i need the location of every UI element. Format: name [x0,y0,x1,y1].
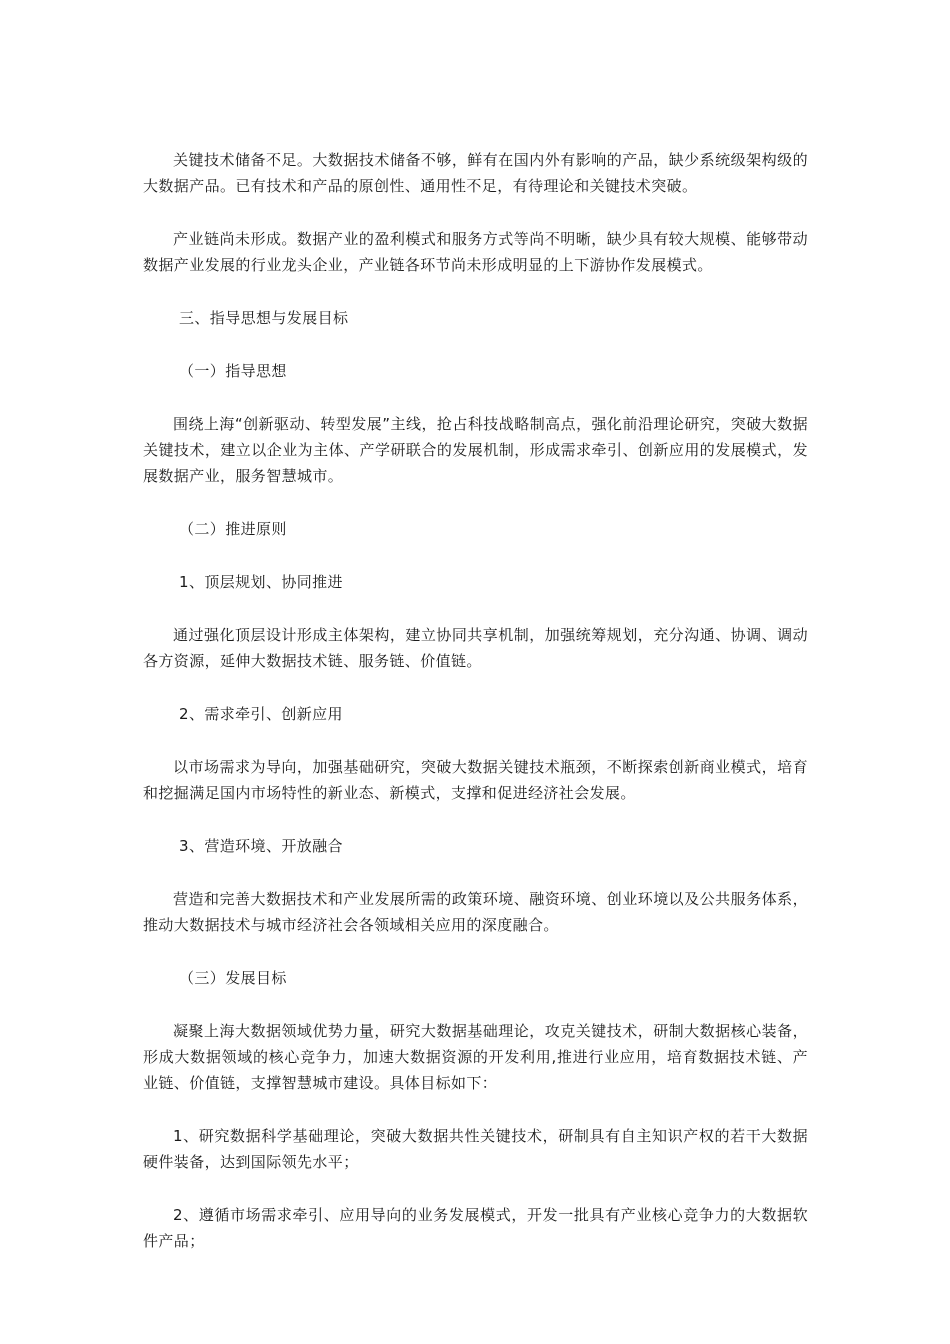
document-body [143,147,808,1281]
heading-goals: （三）发展目标 [179,969,287,987]
paragraph-guiding-thought: 围绕上海“创新驱动、转型发展”主线，抢占科技战略制高点，强化前沿理论研究，突破大数据关键技术，建立以企业为主体、产学研联合的发展机制，形成需求牵引、创新应用的发展模式，发展数据产业，服务智慧城市。 [143,415,808,485]
heading-principles: （二）推进原则 [179,520,287,538]
heading-section-3: 三、指导思想与发展目标 [179,309,349,327]
paragraph-goal-2: 2、遵循市场需求牵引、应用导向的业务发展模式，开发一批具有产业核心竞争力的大数据软件产品； [143,1206,808,1250]
paragraph-principle-2: 以市场需求为导向，加强基础研究，突破大数据关键技术瓶颈，不断探索创新商业模式，培育和挖掘满足国内市场特性的新业态、新模式，支撑和促进经济社会发展。 [143,758,808,802]
paragraph-key-tech-reserve: 关键技术储备不足。大数据技术储备不够，鲜有在国内外有影响的产品，缺少系统级架构级的大数据产品。已有技术和产品的原创性、通用性不足，有待理论和关键技术突破。 [143,151,808,195]
heading-principle-2: 2、需求牵引、创新应用 [179,705,343,723]
paragraph-principle-3: 营造和完善大数据技术和产业发展所需的政策环境、融资环境、创业环境以及公共服务体系，推动大数据技术与城市经济社会各领域相关应用的深度融合。 [143,890,808,934]
heading-principle-1: 1、顶层规划、协同推进 [179,573,343,591]
paragraph-goals: 凝聚上海大数据领域优势力量，研究大数据基础理论，攻克关键技术，研制大数据核心装备，形成大数据领域的核心竞争力，加速大数据资源的开发利用,推进行业应用，培育数据技术链、产业链、价值链，支撑智慧城市建设。具体目标如下： [143,1022,808,1092]
paragraph-principle-1: 通过强化顶层设计形成主体架构，建立协同共享机制，加强统筹规划，充分沟通、协调、调动各方资源，延伸大数据技术链、服务链、价值链。 [143,626,808,670]
heading-guiding-thought: （一）指导思想 [179,362,287,380]
heading-principle-3: 3、营造环境、开放融合 [179,837,343,855]
paragraph-goal-1: 1、研究数据科学基础理论，突破大数据共性关键技术，研制具有自主知识产权的若干大数据硬件装备，达到国际领先水平； [143,1127,808,1171]
paragraph-industry-chain: 产业链尚未形成。数据产业的盈利模式和服务方式等尚不明晰，缺少具有较大规模、能够带动数据产业发展的行业龙头企业，产业链各环节尚未形成明显的上下游协作发展模式。 [143,230,808,274]
